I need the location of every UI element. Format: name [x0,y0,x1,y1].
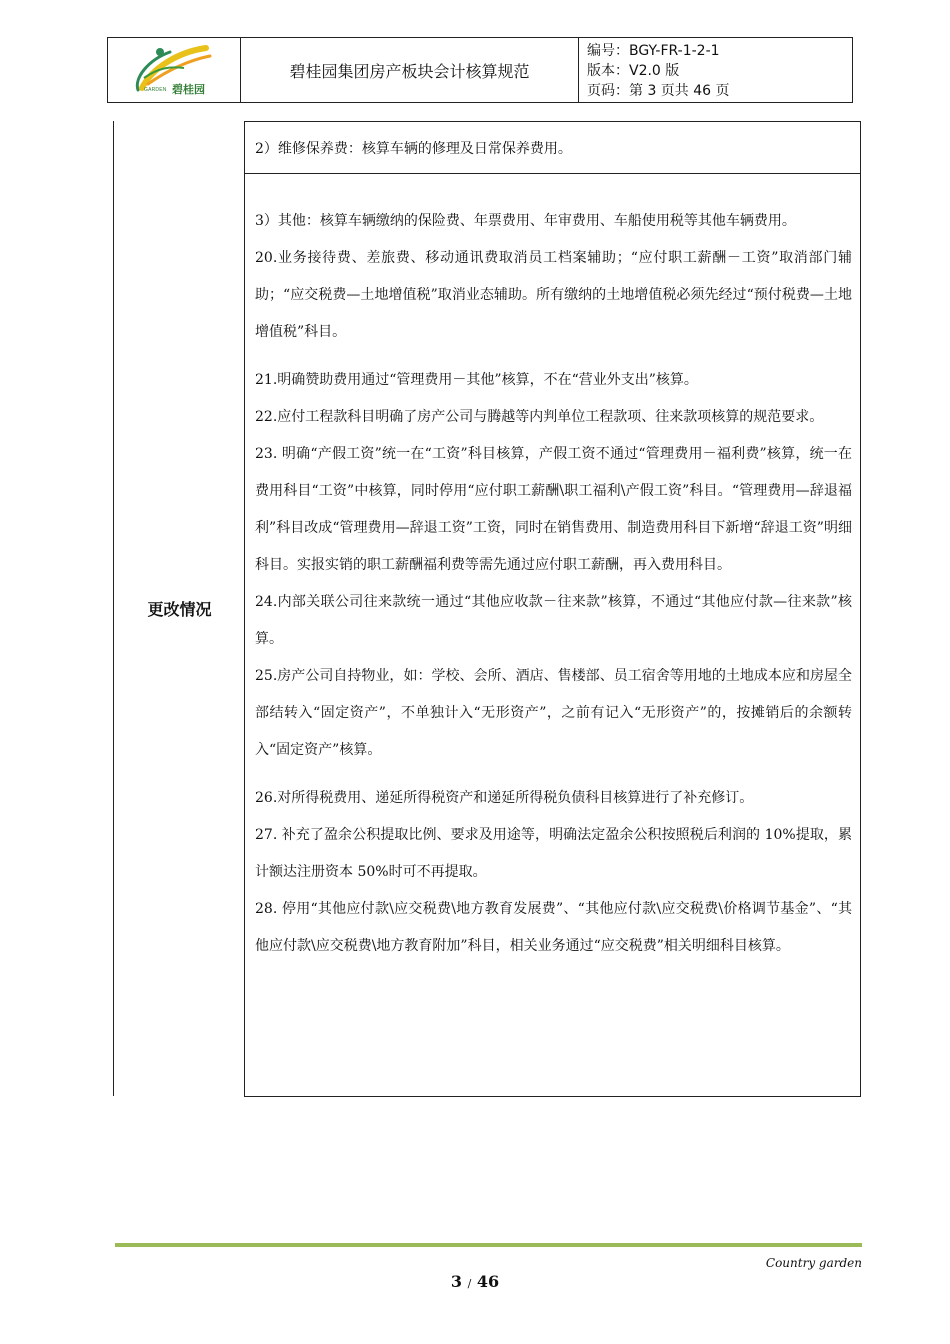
document-code: 编号：BGY-FR-1-2-1 [587,43,720,59]
logo-text-en: GARDEN [144,87,167,93]
document-meta [579,38,852,102]
change-label: 更改情况 [147,600,212,619]
document-page: 页码：第 3 页共 46 页 [587,83,730,99]
page-separator: / [467,1277,472,1290]
logo-text-cn: 碧桂园 [172,83,205,96]
paragraph-item: 23. 明确“产假工资”统一在“工资”科目核算，产假工资不通过“管理费用－福利费”核算，统一在费用科目“工资”中核算，同时停用“应付职工薪酬\职工福利\产假工资”科目。“管理费用—辞退福利”科目改成“管理费用—辞退工资”工资，同时在销售费用、制造费用科目下新增“辞退工资”明细科目。实报实销的职工薪酬福利费等需先通过应付职工薪酬，再入费用科目。 [255,446,852,573]
page-total: 46 [476,1272,500,1291]
change-content [244,121,861,1097]
company-logo [108,38,241,102]
table-row-first: 2）维修保养费：核算车辆的修理及日常保养费用。 [245,122,860,174]
paragraph-item: 25.房产公司自持物业，如：学校、会所、酒店、售楼部、员工宿舍等用地的土地成本应和房屋全部结转入“固定资产”，不单独计入“无形资产”，之前有记入“无形资产”的，按摊销后的余额转入“固定资产”核算。 [255,668,852,758]
paragraph-item: 24.内部关联公司往来款统一通过“其他应收款－往来款”核算，不通过“其他应付款—往来款”核算。 [255,594,852,647]
footer-divider [115,1243,862,1247]
paragraph-item: 20.业务接待费、差旅费、移动通讯费取消员工档案辅助；“应付职工薪酬－工资”取消部门辅助；“应交税费—土地增值税”取消业态辅助。所有缴纳的土地增值税必须先经过“预付税费—土地增值税”科目。 [255,250,852,340]
document-version: 版本：V2.0 版 [587,63,680,79]
paragraph-item: 22.应付工程款科目明确了房产公司与腾越等内判单位工程款项、往来款项核算的规范要求。 [255,409,824,425]
paragraph-item: 21.明确赞助费用通过“管理费用－其他”核算，不在“营业外支出”核算。 [255,372,698,388]
page-number [0,1272,950,1291]
paragraph-item: 3）其他：核算车辆缴纳的保险费、年票费用、年审费用、车船使用税等其他车辆费用。 [255,213,796,229]
footer-brand: Country garden [765,1256,862,1270]
document-header [107,37,853,103]
paragraph-item: 26.对所得税费用、递延所得税资产和递延所得税负债科目核算进行了补充修订。 [255,790,754,806]
document-title: 碧桂园集团房产板块会计核算规范 [241,38,579,102]
paragraph-item: 28. 停用“其他应付款\应交税费\地方教育发展费”、“其他应付款\应交税费\价格调节基金”、“其他应付款\应交税费\地方教育附加”科目，相关业务通过“应交税费”相关明细科目核算。 [255,901,852,954]
change-paragraphs [245,174,860,965]
page-current: 3 [450,1272,462,1291]
paragraph-item: 27. 补充了盈余公积提取比例、要求及用途等，明确法定盈余公积按照税后利润的 10%提取，累计额达注册资本 50%时可不再提取。 [255,827,852,880]
